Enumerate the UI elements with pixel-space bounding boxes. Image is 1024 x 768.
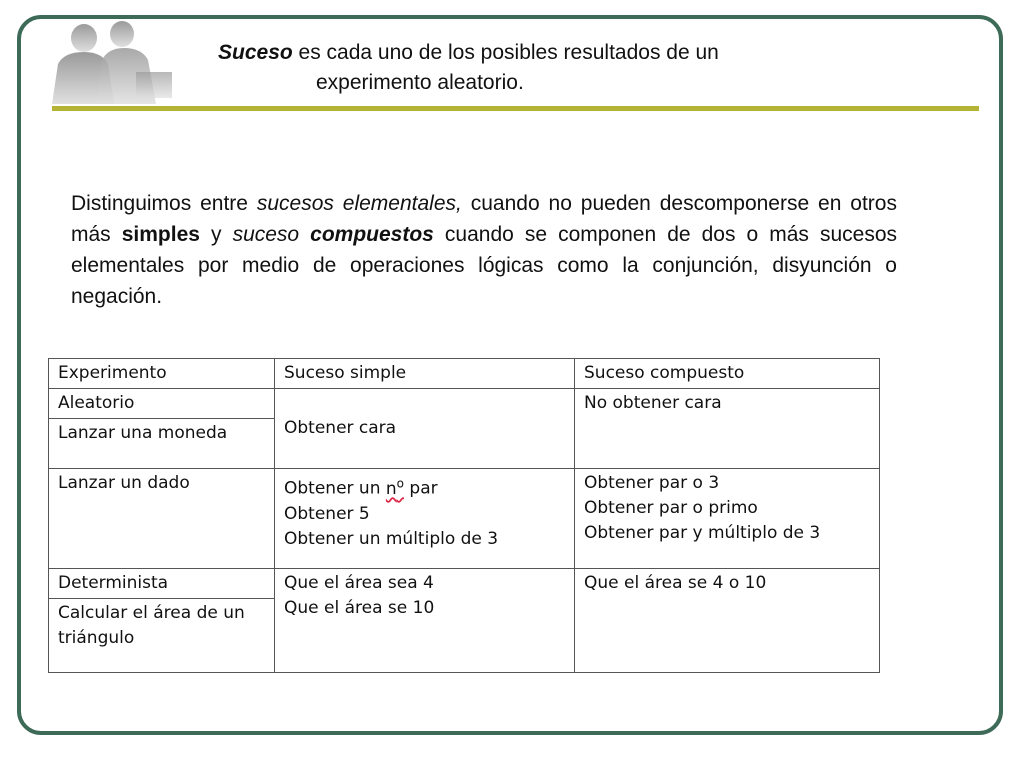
header-suceso-simple: Suceso simple [275, 359, 575, 389]
title-line1: es cada uno de los posibles resultados de un [292, 41, 719, 64]
cell-obtener-cara: Obtener cara [275, 389, 575, 469]
simple-line: Que el área se 10 [284, 598, 435, 618]
para-bold-simples: simples [121, 223, 200, 246]
cell-dado-simples [275, 469, 575, 569]
para-bold-compuestos: compuestos [310, 223, 434, 246]
numero-abbrev [385, 476, 405, 499]
cell-area-compuesto: Que el área se 4 o 10 [575, 569, 880, 673]
table-row [49, 569, 880, 599]
definition-paragraph [71, 188, 897, 312]
text: Obtener un [284, 478, 386, 499]
simple-line: Obtener 5 [284, 503, 370, 524]
table-row [49, 389, 880, 419]
compuesto-line: Obtener par o primo [584, 498, 758, 518]
para-italic-sucesos-elementales: sucesos elementales, [256, 192, 462, 215]
text: par [404, 478, 438, 499]
table-header-row [49, 359, 880, 389]
cell-lanzar-moneda: Lanzar una moneda [49, 419, 275, 469]
para-text: Distinguimos entre [71, 192, 257, 215]
cell-determinista: Determinista [49, 569, 275, 599]
simple-line: Obtener un múltiplo de 3 [284, 528, 499, 549]
cell-aleatorio: Aleatorio [49, 389, 275, 419]
slide-title [218, 38, 858, 98]
para-text [299, 223, 310, 246]
para-italic-suceso: suceso [232, 223, 300, 246]
cell-dado-compuestos [575, 469, 880, 569]
text: o [396, 476, 405, 490]
title-term: Suceso [218, 41, 293, 64]
para-text: y [199, 223, 233, 246]
cell-calcular-area: Calcular el área de un triángulo [49, 599, 275, 673]
cell-lanzar-dado: Lanzar un dado [49, 469, 275, 569]
title-line2: experimento aleatorio. [316, 71, 524, 94]
compuesto-line: Obtener par y múltiplo de 3 [584, 523, 821, 543]
business-people-logo [44, 20, 174, 104]
para-text: cuando no pueden descomponerse en otros más [71, 192, 897, 246]
title-underline [52, 106, 979, 111]
simple-line: Que el área sea 4 [284, 573, 434, 593]
simple-line [284, 471, 565, 502]
cell-area-simples [275, 569, 575, 673]
table-row [49, 469, 880, 569]
text: n [385, 478, 397, 499]
header-suceso-compuesto: Suceso compuesto [575, 359, 880, 389]
cell-no-obtener-cara: No obtener cara [575, 389, 880, 469]
header-experimento: Experimento [49, 359, 275, 389]
para-text: cuando se componen de dos o más sucesos elementales por medio de operaciones lógicas como la conjunción, disyunción o negación. [71, 223, 898, 308]
events-table [48, 358, 880, 673]
compuesto-line: Obtener par o 3 [584, 473, 720, 493]
